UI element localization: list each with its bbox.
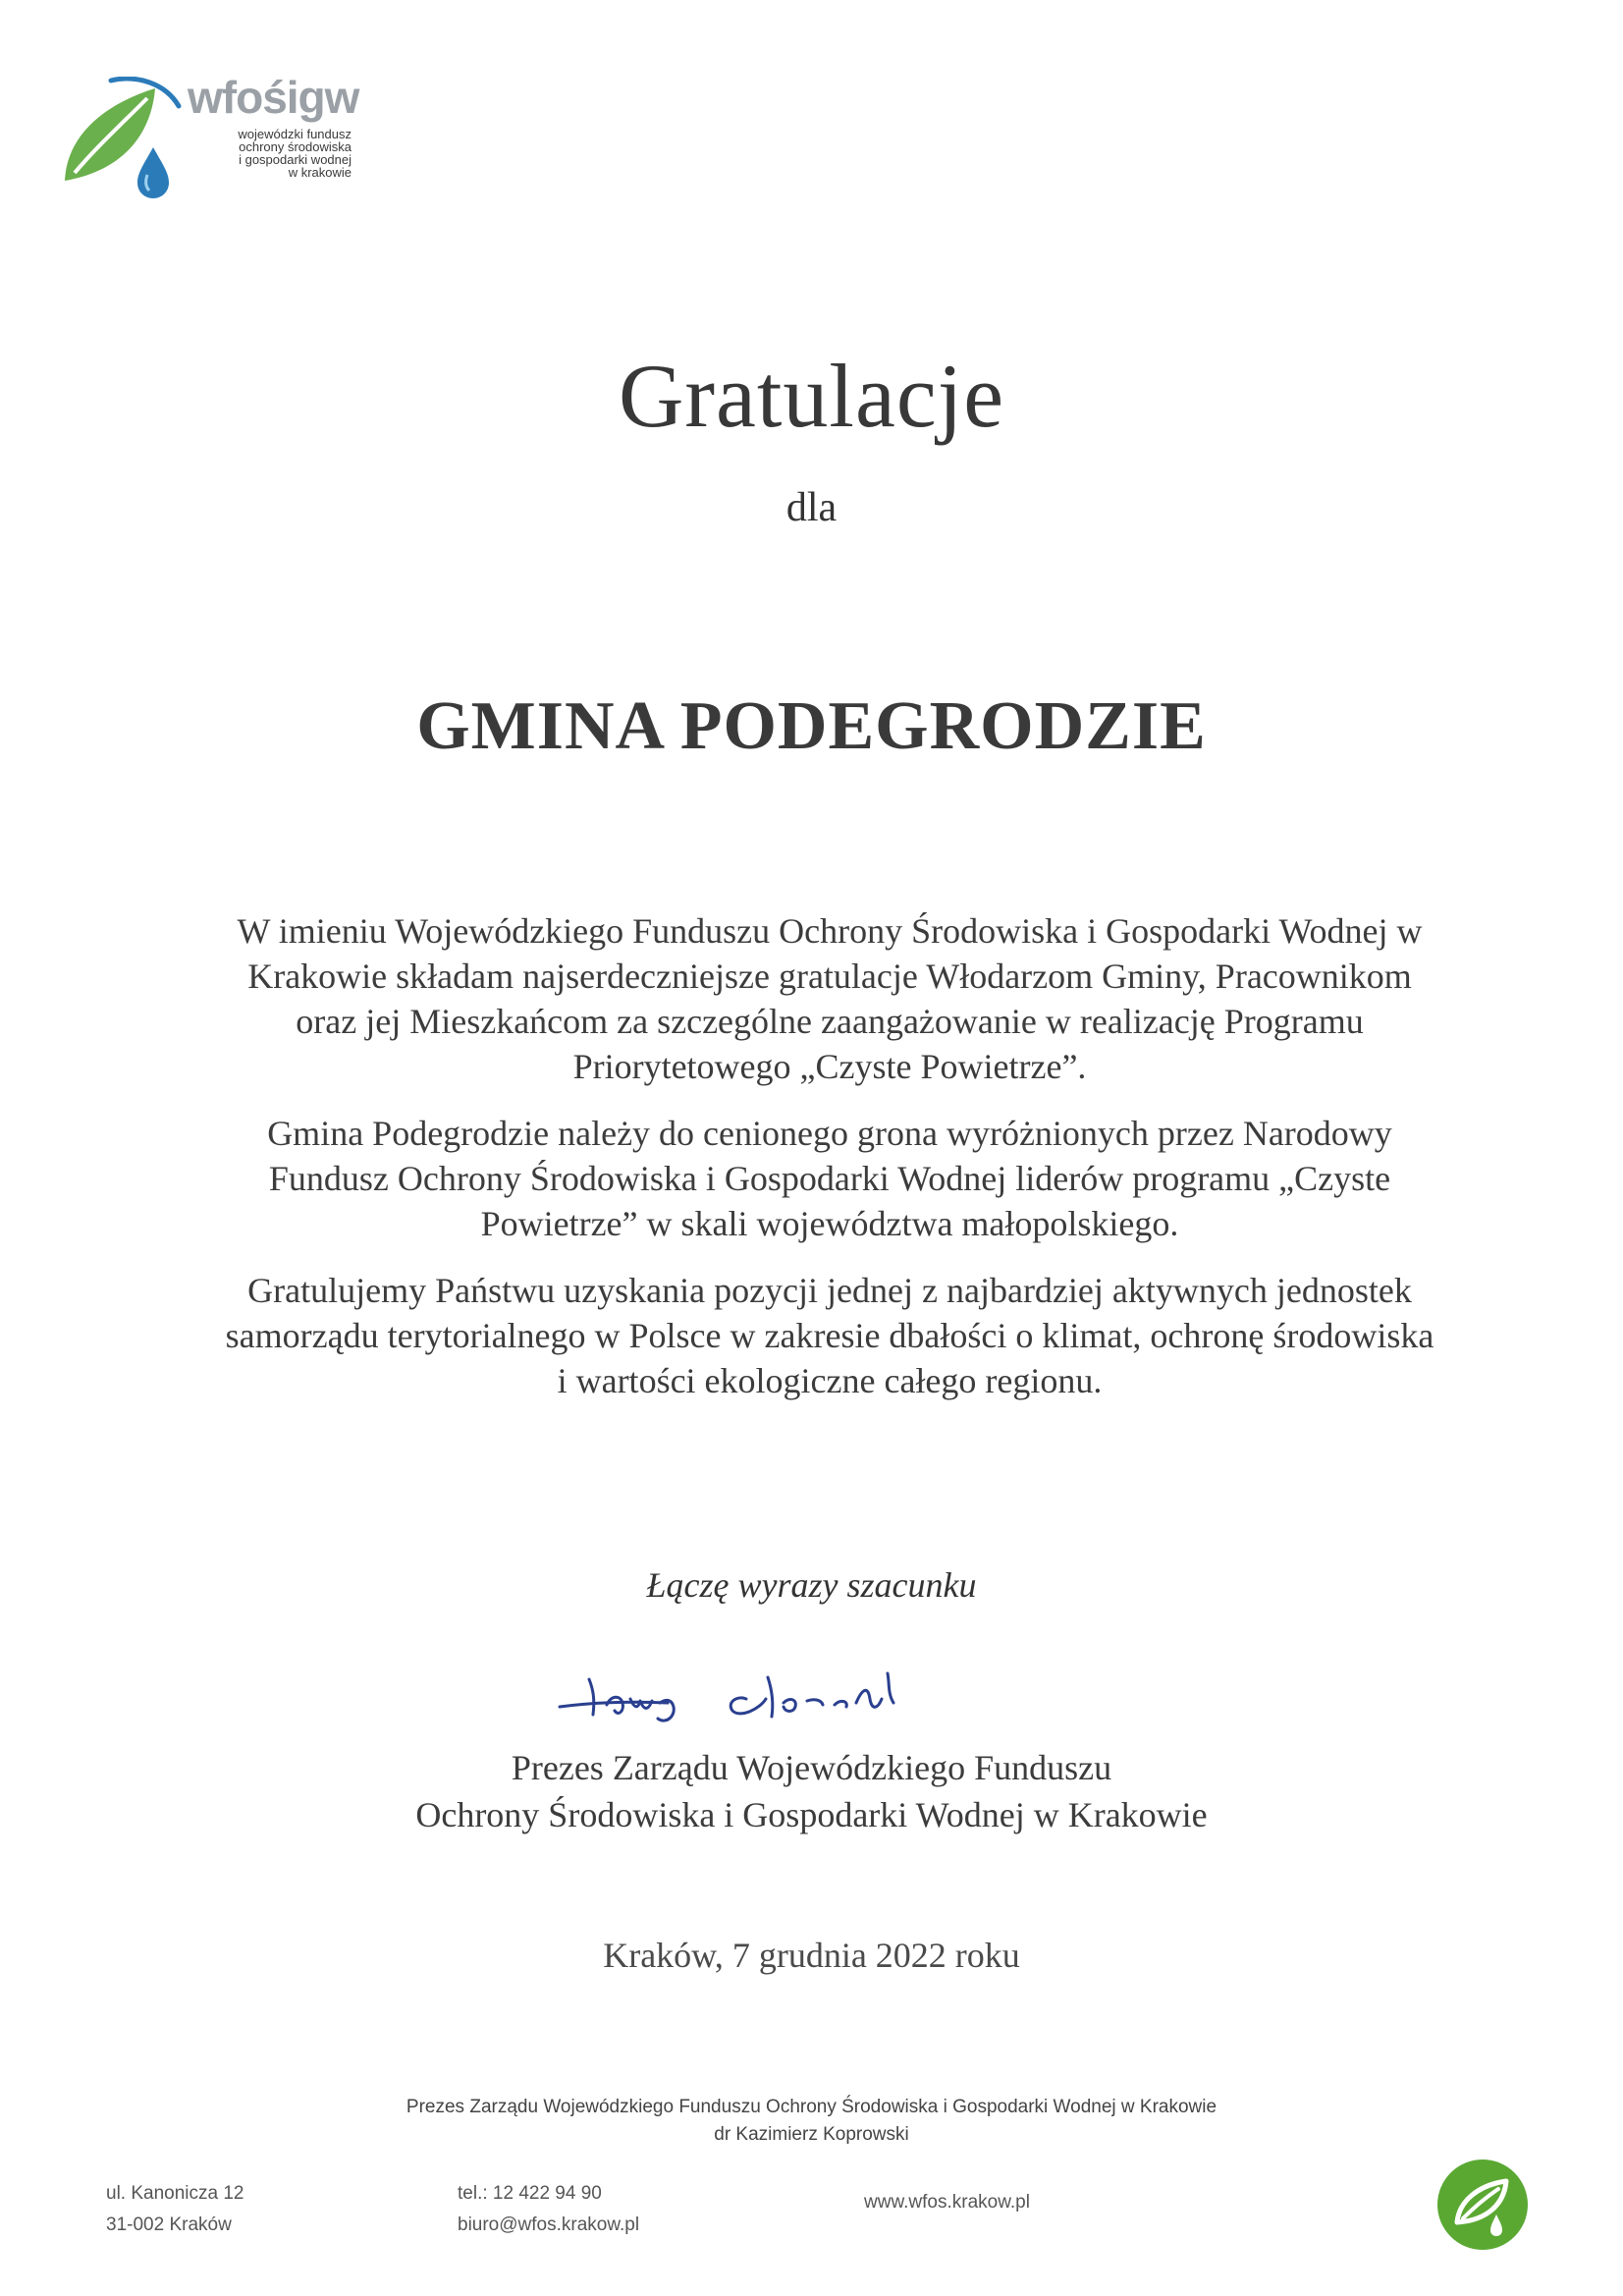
handwritten-signature (550, 1660, 1021, 1728)
body-paragraph: Gratulujemy Państwu uzyskania pozycji jednej z najbardziej aktywnych jednostek samorządu terytorialnego w Polsce w zakresie dbałości o klimat, ochronę środowiska i wartości ekologiczne całego regionu. (225, 1271, 1434, 1400)
recipient-name: GMINA PODEGRODZIE (416, 688, 1207, 764)
footer-website[interactable]: www.wfos.krakow.pl (864, 2192, 1030, 2213)
footer-email[interactable]: biuro@wfos.krakow.pl (458, 2214, 640, 2235)
footer-phone: tel.: 12 422 94 90 (458, 2183, 602, 2204)
document-title: Gratulacje (618, 346, 1005, 446)
body-paragraph: Gmina Podegrodzie należy do cenionego grona wyróżnionych przez Narodowy Fundusz Ochrony Środowiska i Gospodarki Wodnej liderów programu „Czyste Powietrze” w skali województwa małopolskiego. (267, 1114, 1392, 1243)
organization-logo (57, 71, 359, 198)
footer-heading: Prezes Zarządu Wojewódzkiego Funduszu Ochrony Środowiska i Gospodarki Wodnej w Krakowie dr Kazimierz Koprowski (406, 2097, 1217, 2145)
leaf-drop-logo-icon (57, 77, 185, 199)
body-paragraph: W imieniu Wojewódzkiego Funduszu Ochrony Środowiska i Gospodarki Wodnej w Krakowie składam najserdeczniejsze gratulacje Włodarzom Gminy, Pracownikom oraz jej Mieszkańcom za szczególne zaangażowanie w realizację Programu Priorytetowego „Czyste Powietrze”. (237, 911, 1423, 1086)
leaf-badge-icon (1435, 2158, 1530, 2252)
footer-address: ul. Kanonicza 12 31-002 Kraków (106, 2183, 244, 2235)
closing-phrase: Łączę wyrazy szacunku (646, 1565, 977, 1605)
logo-organization-name: wojewódzki fundusz ochrony środowiska i gospodarki wodnej w krakowie (238, 127, 352, 180)
footer-contact (458, 2178, 639, 2241)
logo-abbreviation: wfośigw (188, 72, 359, 123)
letter-body (221, 908, 1438, 1425)
place-and-date: Kraków, 7 grudnia 2022 roku (603, 1936, 1020, 1975)
for-label: dla (785, 485, 838, 530)
signer-title: Prezes Zarządu Wojewódzkiego Funduszu Ochrony Środowiska i Gospodarki Wodnej w Krakowie (415, 1748, 1208, 1834)
